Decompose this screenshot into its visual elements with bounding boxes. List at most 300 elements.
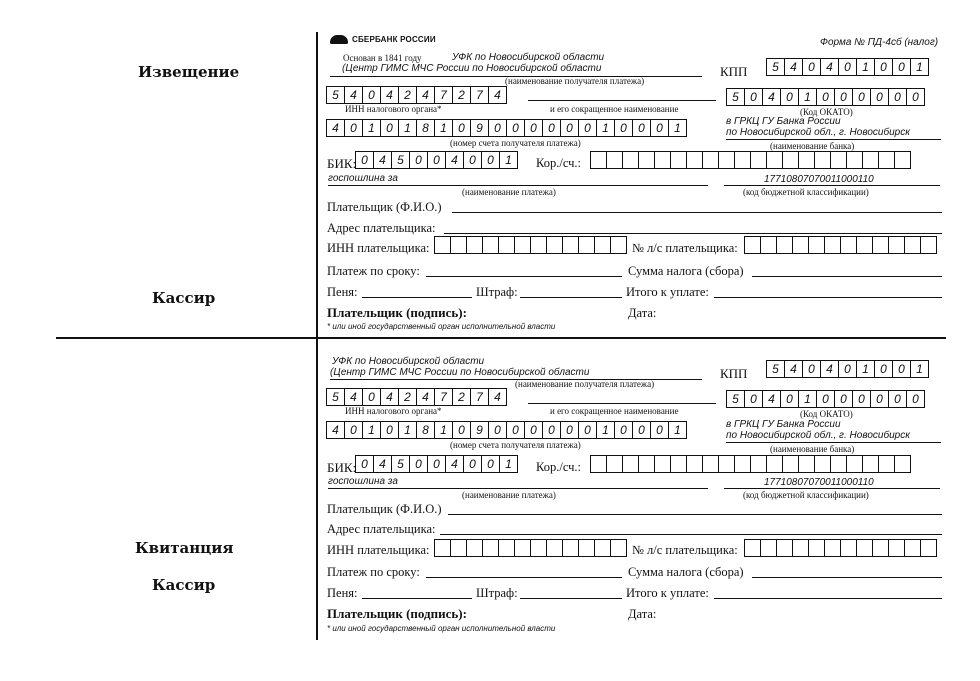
digit-cell: 0 [744,390,763,408]
entry-cell[interactable] [792,539,809,557]
abbr-caption-b: и его сокращенное наименование [550,406,679,416]
digit-cell: 0 [578,421,597,439]
due-line-b[interactable] [426,577,622,578]
digit-cell: 0 [650,119,669,137]
kbk-value: 17710807070011000110 [764,174,874,185]
digit-cell: 5 [391,455,410,473]
bank-logo [330,35,436,44]
digit-cell: 0 [614,421,633,439]
entry-cell[interactable] [450,539,467,557]
digit-cell: 1 [434,421,453,439]
kor-grid[interactable] [590,151,911,169]
entry-cell[interactable] [578,236,595,254]
digit-cell: 0 [578,119,597,137]
date-label: Дата: [628,306,657,320]
entry-cell[interactable] [606,455,623,473]
bank-name-line1: в ГРКЦ ГУ Банка России [726,116,841,127]
digit-cell: 0 [542,421,561,439]
entry-cell[interactable] [744,539,761,557]
sber-logo-icon [330,35,348,44]
entry-cell[interactable] [894,151,911,169]
digit-cell: 0 [488,421,507,439]
recipient-line2-b: (Центр ГИМС МЧС России по Новосибирской области [330,367,590,378]
digit-cell: 1 [856,360,875,378]
payer-account-label: № л/с плательщика: [632,241,738,255]
entry-cell[interactable] [546,539,563,557]
digit-cell: 0 [906,88,925,106]
digit-cell: 0 [506,119,525,137]
entry-cell[interactable] [894,455,911,473]
entry-cell[interactable] [638,455,655,473]
entry-cell[interactable] [702,455,719,473]
entry-cell[interactable] [862,151,879,169]
okato-caption: (Код ОКАТО) [800,107,853,117]
payer-inn-label-b: ИНН плательщика: [327,543,430,557]
fine-line[interactable] [520,297,622,298]
kpp-grid-b [766,360,929,378]
entry-cell[interactable] [594,539,611,557]
payer-inn-label: ИНН плательщика: [327,241,430,255]
digit-cell: 0 [380,421,399,439]
payer-fio-label-b: Плательщик (Ф.И.О.) [327,502,442,516]
entry-cell[interactable] [920,539,937,557]
signature-label: Плательщик (подпись): [327,305,467,320]
purpose-value-b: госпошлина за [328,476,398,487]
account-caption: (номер счета получателя платежа) [450,138,581,148]
digit-cell: 0 [380,119,399,137]
entry-cell[interactable] [798,151,815,169]
digit-cell: 1 [596,421,615,439]
entry-cell[interactable] [734,151,751,169]
form-number: Форма № ПД-4сб (налог) [820,37,939,48]
kor-label-b: Кор./сч.: [536,460,581,474]
entry-cell[interactable] [450,236,467,254]
due-label-b: Платеж по сроку: [327,565,420,579]
digit-cell: 1 [798,88,817,106]
digit-cell: 4 [373,151,392,169]
payer-inn-grid-b[interactable] [434,539,627,557]
due-label: Платеж по сроку: [327,264,420,278]
side-label-cashier-bottom: Кассир [152,576,216,594]
digit-cell: 4 [344,388,363,406]
digit-cell: 4 [784,58,803,76]
total-line[interactable] [714,297,942,298]
footnote: * или иной государственный орган исполнительной власти [327,322,556,331]
entry-cell[interactable] [594,236,611,254]
tax-sum-label-b: Сумма налога (сбора) [628,565,744,579]
digit-cell: 0 [780,88,799,106]
entry-cell[interactable] [498,236,515,254]
digit-cell: 0 [816,390,835,408]
entry-cell[interactable] [824,539,841,557]
side-label-cashier-top: Кассир [152,289,216,307]
entry-cell[interactable] [766,455,783,473]
inn-grid-b [326,388,507,406]
inn-caption: ИНН налогового органа* [345,104,442,114]
digit-cell: 8 [416,119,435,137]
entry-cell[interactable] [606,151,623,169]
entry-cell[interactable] [904,236,921,254]
digit-cell: 4 [380,86,399,104]
inn-caption-b: ИНН налогового органа* [345,406,442,416]
digit-cell: 1 [798,390,817,408]
digit-cell: 8 [416,421,435,439]
digit-cell: 1 [398,119,417,137]
bank-since: Основан в 1841 году [343,53,422,63]
fine-label: Штраф: [476,285,518,299]
digit-cell: 7 [434,86,453,104]
entry-cell[interactable] [766,151,783,169]
penalty-label: Пеня: [327,285,358,299]
entry-cell[interactable] [434,539,451,557]
entry-cell[interactable] [610,236,627,254]
digit-cell: 0 [852,88,871,106]
entry-cell[interactable] [578,539,595,557]
digit-cell: 4 [416,86,435,104]
payer-address-line[interactable] [444,233,942,234]
entry-cell[interactable] [808,236,825,254]
digit-cell: 4 [762,88,781,106]
payer-address-label: Адрес плательщика: [327,221,436,235]
digit-cell: 2 [452,86,471,104]
tax-sum-line-b[interactable] [752,577,942,578]
entry-cell[interactable] [920,236,937,254]
digit-cell: 4 [326,119,345,137]
entry-cell[interactable] [530,236,547,254]
payer-inn-grid[interactable] [434,236,627,254]
entry-cell[interactable] [760,236,777,254]
digit-cell: 4 [488,86,507,104]
entry-cell[interactable] [776,539,793,557]
digit-cell: 0 [463,455,482,473]
digit-cell: 1 [856,58,875,76]
digit-cell: 0 [632,119,651,137]
entry-cell[interactable] [466,236,483,254]
entry-cell[interactable] [734,455,751,473]
digit-cell: 0 [870,390,889,408]
digit-cell: 4 [373,455,392,473]
digit-cell: 1 [910,58,929,76]
penalty-line[interactable] [362,297,472,298]
digit-cell: 1 [596,119,615,137]
digit-cell: 5 [726,390,745,408]
due-line[interactable] [426,276,622,277]
entry-cell[interactable] [872,539,889,557]
digit-cell: 4 [344,86,363,104]
digit-cell: 4 [416,388,435,406]
account-grid-b [326,421,687,439]
digit-cell: 9 [470,119,489,137]
digit-cell: 0 [560,421,579,439]
entry-cell[interactable] [904,539,921,557]
entry-cell[interactable] [482,236,499,254]
entry-cell[interactable] [482,539,499,557]
bank-name-line2-b: по Новосибирской обл., г. Новосибирск [726,430,910,441]
digit-cell: 0 [614,119,633,137]
digit-cell: 5 [726,88,745,106]
digit-cell: 0 [816,88,835,106]
payer-address-label-b: Адрес плательщика: [327,522,436,536]
digit-cell: 7 [470,388,489,406]
digit-cell: 2 [398,388,417,406]
digit-cell: 0 [452,119,471,137]
entry-cell[interactable] [638,151,655,169]
digit-cell: 0 [452,421,471,439]
digit-cell: 5 [391,151,410,169]
entry-cell[interactable] [846,151,863,169]
digit-cell: 1 [668,119,687,137]
digit-cell: 1 [668,421,687,439]
digit-cell: 0 [344,119,363,137]
fine-line-b[interactable] [520,598,622,599]
entry-cell[interactable] [830,455,847,473]
penalty-label-b: Пеня: [327,586,358,600]
entry-cell[interactable] [622,455,639,473]
payer-account-grid[interactable] [744,236,937,254]
digit-cell: 1 [434,119,453,137]
digit-cell: 4 [326,421,345,439]
entry-cell[interactable] [872,236,889,254]
kor-label: Кор./сч.: [536,156,581,170]
digit-cell: 0 [870,88,889,106]
bik-label-b: БИК: [327,460,357,475]
digit-cell: 7 [470,86,489,104]
bank-name-line2: по Новосибирской обл., г. Новосибирск [726,127,910,138]
digit-cell: 1 [910,360,929,378]
digit-cell: 7 [434,388,453,406]
entry-cell[interactable] [782,455,799,473]
recipient-caption: (наименование получателя платежа) [505,76,645,86]
entry-cell[interactable] [498,539,515,557]
digit-cell: 1 [362,119,381,137]
entry-cell[interactable] [856,539,873,557]
digit-cell: 0 [802,58,821,76]
entry-cell[interactable] [622,151,639,169]
entry-cell[interactable] [824,236,841,254]
kbk-caption: (код бюджетной классификации) [743,187,869,197]
bik-label: БИК: [327,156,357,171]
digit-cell: 0 [892,360,911,378]
entry-cell[interactable] [830,151,847,169]
kbk-value-b: 17710807070011000110 [764,477,874,488]
digit-cell: 0 [427,151,446,169]
bank-logo-text: СБЕРБАНК РОССИИ [352,35,436,44]
entry-cell[interactable] [590,151,607,169]
entry-cell[interactable] [776,236,793,254]
digit-cell: 0 [524,119,543,137]
entry-cell[interactable] [750,455,767,473]
entry-cell[interactable] [878,151,895,169]
entry-cell[interactable] [798,455,815,473]
digit-cell: 5 [766,360,785,378]
entry-cell[interactable] [686,151,703,169]
side-label-notice: Извещение [138,63,240,81]
bank-caption-b: (наименование банка) [770,444,855,454]
recipient-line1: УФК по Новосибирской области [452,52,605,63]
inn-grid [326,86,507,104]
kpp-label: КПП [720,64,748,79]
entry-cell[interactable] [670,455,687,473]
account-grid [326,119,687,137]
entry-cell[interactable] [808,539,825,557]
entry-cell[interactable] [610,539,627,557]
digit-cell: 0 [650,421,669,439]
entry-cell[interactable] [792,236,809,254]
purpose-caption: (наименование платежа) [462,187,556,197]
kpp-label-b: КПП [720,366,748,381]
digit-cell: 0 [906,390,925,408]
total-label-b: Итого к уплате: [626,586,709,600]
entry-cell[interactable] [590,455,607,473]
purpose-value: госпошлина за [328,173,398,184]
entry-cell[interactable] [702,151,719,169]
okato-grid-b [726,390,925,408]
digit-cell: 2 [398,86,417,104]
digit-cell: 0 [780,390,799,408]
entry-cell[interactable] [530,539,547,557]
entry-cell[interactable] [814,455,831,473]
kpp-grid [766,58,929,76]
digit-cell: 4 [784,360,803,378]
payer-account-grid-b[interactable] [744,539,937,557]
digit-cell: 0 [888,390,907,408]
entry-cell[interactable] [840,236,857,254]
digit-cell: 0 [874,360,893,378]
digit-cell: 4 [820,360,839,378]
digit-cell: 0 [481,151,500,169]
digit-cell: 0 [834,390,853,408]
vertical-divider [316,32,318,640]
digit-cell: 5 [326,86,345,104]
entry-cell[interactable] [718,151,735,169]
entry-cell[interactable] [840,539,857,557]
okato-grid [726,88,925,106]
digit-cell: 0 [488,119,507,137]
digit-cell: 1 [398,421,417,439]
entry-cell[interactable] [750,151,767,169]
digit-cell: 4 [445,455,464,473]
entry-cell[interactable] [562,539,579,557]
entry-cell[interactable] [466,539,483,557]
digit-cell: 0 [560,119,579,137]
digit-cell: 0 [874,58,893,76]
bik-grid [355,151,518,169]
payer-address-line-b[interactable] [440,534,942,535]
bank-name-line1-b: в ГРКЦ ГУ Банка России [726,419,841,430]
tax-sum-line[interactable] [752,276,942,277]
entry-cell[interactable] [546,236,563,254]
penalty-line-b[interactable] [362,598,472,599]
entry-cell[interactable] [814,151,831,169]
entry-cell[interactable] [718,455,735,473]
digit-cell: 4 [488,388,507,406]
digit-cell: 1 [499,151,518,169]
okato-caption-b: (Код ОКАТО) [800,409,853,419]
kbk-caption-b: (код бюджетной классификации) [743,490,869,500]
kor-grid-b[interactable] [590,455,911,473]
digit-cell: 0 [744,88,763,106]
digit-cell: 0 [524,421,543,439]
digit-cell: 5 [326,388,345,406]
digit-cell: 0 [506,421,525,439]
abbr-caption: и его сокращенное наименование [550,104,679,114]
digit-cell: 0 [838,360,857,378]
digit-cell: 0 [892,58,911,76]
digit-cell: 0 [632,421,651,439]
entry-cell[interactable] [744,236,761,254]
entry-cell[interactable] [862,455,879,473]
total-line-b[interactable] [714,598,942,599]
digit-cell: 5 [766,58,785,76]
digit-cell: 4 [820,58,839,76]
tax-sum-label: Сумма налога (сбора) [628,264,744,278]
digit-cell: 0 [344,421,363,439]
entry-cell[interactable] [760,539,777,557]
footnote-b: * или иной государственный орган исполнительной власти [327,624,556,633]
entry-cell[interactable] [670,151,687,169]
entry-cell[interactable] [562,236,579,254]
digit-cell: 0 [427,455,446,473]
entry-cell[interactable] [782,151,799,169]
entry-cell[interactable] [856,236,873,254]
entry-cell[interactable] [888,539,905,557]
signature-label-b: Плательщик (подпись): [327,606,467,621]
recipient-line1-b: УФК по Новосибирской области [332,356,485,367]
digit-cell: 0 [362,388,381,406]
digit-cell: 0 [355,455,374,473]
purpose-caption-b: (наименование платежа) [462,490,556,500]
entry-cell[interactable] [686,455,703,473]
digit-cell: 0 [834,88,853,106]
date-label-b: Дата: [628,607,657,621]
digit-cell: 0 [463,151,482,169]
digit-cell: 0 [355,151,374,169]
bik-grid-b [355,455,518,473]
payer-fio-line[interactable] [452,212,942,213]
entry-cell[interactable] [514,236,531,254]
digit-cell: 1 [499,455,518,473]
digit-cell: 0 [409,455,428,473]
entry-cell[interactable] [878,455,895,473]
digit-cell: 4 [380,388,399,406]
account-caption-b: (номер счета получателя платежа) [450,440,581,450]
digit-cell: 0 [409,151,428,169]
recipient-line2: (Центр ГИМС МЧС России по Новосибирской области [342,63,602,74]
digit-cell: 0 [802,360,821,378]
digit-cell: 0 [838,58,857,76]
digit-cell: 9 [470,421,489,439]
total-label: Итого к уплате: [626,285,709,299]
digit-cell: 0 [888,88,907,106]
digit-cell: 0 [481,455,500,473]
digit-cell: 4 [445,151,464,169]
entry-cell[interactable] [514,539,531,557]
entry-cell[interactable] [434,236,451,254]
digit-cell: 0 [542,119,561,137]
payer-fio-line-b[interactable] [448,514,942,515]
entry-cell[interactable] [888,236,905,254]
entry-cell[interactable] [654,455,671,473]
digit-cell: 4 [762,390,781,408]
payer-account-label-b: № л/с плательщика: [632,543,738,557]
horizontal-divider [56,337,946,339]
side-label-receipt: Квитанция [135,539,234,557]
digit-cell: 2 [452,388,471,406]
entry-cell[interactable] [654,151,671,169]
fine-label-b: Штраф: [476,586,518,600]
entry-cell[interactable] [846,455,863,473]
bank-caption: (наименование банка) [770,141,855,151]
